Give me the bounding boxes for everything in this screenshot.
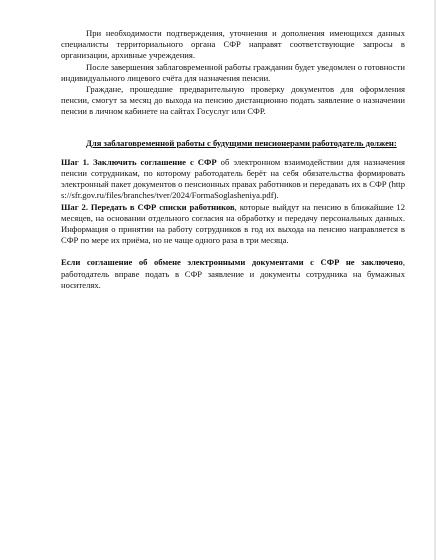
paper-submission-paragraph [61, 257, 405, 291]
employer-duties-heading [61, 138, 405, 149]
step-2-text: , которые выйдут на пенсию в ближайшие 12 месяцев, на основании отдельного согласия на обработку и передачу персональных данных. Информация о принятии на работу сотрудников в год их выхода на пенсию направляется в СФР по мере их приёма, но не чаще одного раза в три месяца. [61, 201, 405, 246]
paper-submission-text: , работодатель вправе подать в СФР заявление и документы сотрудника на бумажных носителях. [61, 257, 405, 290]
paragraph-remote-application: Граждане, прошедшие предварительную проверку документов для оформления пенсии, смогут за месяц до выхода на пенсию дистанционно подать заявление о назначении пенсии в личном кабинете на сайтах Госуслуг или СФР. [61, 84, 405, 117]
heading-text: Для заблаговременной работы с будущими пенсионерами работодатель должен: [86, 137, 397, 148]
step-1-paragraph [61, 157, 405, 202]
spacer [61, 149, 405, 157]
step-1-text: об электронном взаимодействии для назначения пенсии сотрудникам, по которому работодатель берёт на себя обязательства формировать электронный пакет документов о пенсионных правах работников и передавать их в СФР [61, 156, 405, 190]
no-agreement-bold: Если соглашение об обмене электронными документами с СФР не заключено [61, 257, 403, 268]
paragraph-notification: После завершения заблаговременной работы гражданин будет уведомлен о готовности индивидуального лицевого счёта для назначения пенсии. [61, 61, 405, 83]
step-2-label: Шаг 2. Передать в СФР списки работников [61, 201, 235, 212]
step-1-label: Шаг 1. Заключить соглашение с СФР [61, 156, 217, 167]
step-2-paragraph [61, 202, 405, 247]
spacer [61, 118, 405, 138]
agreement-form-link[interactable]: (https://sfr.gov.ru/files/branches/tver/2024/FormaSoglasheniya.pdf). [61, 179, 405, 201]
paragraph-verification: При необходимости подтверждения, уточнения и дополнения имеющихся данных специалисты территориального органа СФР направят соответствующие запросы в организации, архивные учреждения. [61, 28, 405, 61]
document-body [61, 28, 405, 291]
spacer [61, 246, 405, 257]
